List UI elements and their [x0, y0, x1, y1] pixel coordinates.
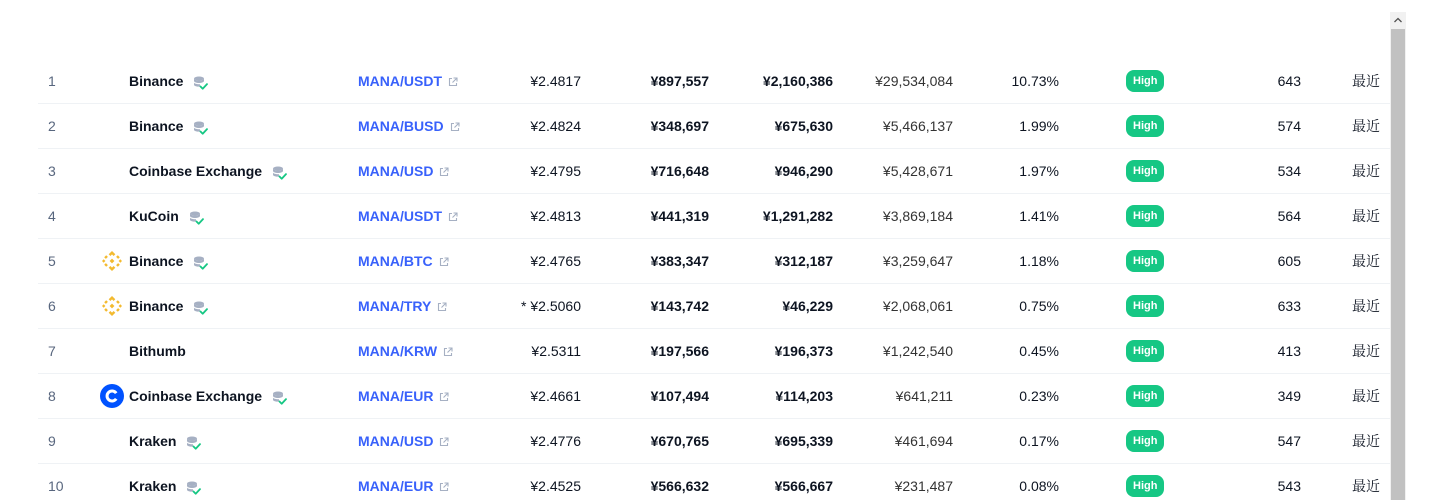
- depth-plus-2-cell: ¥143,742: [650, 298, 709, 314]
- rank-cell: 4: [48, 208, 56, 224]
- table-row[interactable]: [38, 239, 1390, 284]
- liquidity-cell: 413: [1277, 343, 1301, 359]
- verified-reserves-icon: [188, 210, 204, 226]
- exchange-logo: [100, 419, 124, 464]
- confidence-cell: [1126, 59, 1164, 104]
- liquidity-cell: 633: [1277, 298, 1301, 314]
- table-row[interactable]: [38, 194, 1390, 239]
- external-link-icon: [448, 212, 458, 222]
- exchange-name: Kraken: [129, 478, 177, 494]
- confidence-cell: [1126, 149, 1164, 194]
- verified-reserves-icon: [185, 435, 201, 451]
- verified-reserves-icon: [192, 75, 208, 91]
- confidence-badge: High: [1126, 115, 1164, 137]
- verified-reserves-icon: [271, 165, 287, 181]
- exchange-name-link[interactable]: [129, 194, 204, 239]
- depth-plus-2-cell: ¥566,632: [650, 478, 709, 494]
- pair-label: MANA/BTC: [358, 253, 433, 269]
- exchange-name: Binance: [129, 298, 184, 314]
- updated-cell: 最近: [1352, 163, 1380, 179]
- volume-cell: ¥5,466,137: [882, 118, 953, 134]
- updated-cell: 最近: [1352, 118, 1380, 134]
- confidence-cell: [1126, 194, 1164, 239]
- updated-cell: 最近: [1352, 298, 1380, 314]
- pair-label: MANA/KRW: [358, 343, 438, 359]
- pair-link[interactable]: [358, 419, 449, 464]
- volume-share-cell: 0.23%: [1019, 388, 1059, 404]
- price-cell: ¥2.5311: [531, 343, 581, 359]
- price-cell: * ¥2.5060: [521, 298, 581, 314]
- exchange-name: Binance: [129, 73, 184, 89]
- rank-cell: 2: [48, 118, 56, 134]
- volume-cell: ¥231,487: [894, 478, 953, 494]
- table-row[interactable]: [38, 374, 1390, 419]
- price-cell: ¥2.4525: [530, 478, 581, 494]
- pair-link[interactable]: [358, 149, 449, 194]
- depth-plus-2-cell: ¥383,347: [650, 253, 709, 269]
- scrollbar-thumb[interactable]: [1391, 29, 1405, 500]
- exchange-logo: [100, 194, 124, 239]
- binance-logo-icon: [100, 294, 124, 318]
- price-cell: ¥2.4824: [530, 118, 581, 134]
- volume-share-cell: 1.18%: [1019, 253, 1059, 269]
- liquidity-cell: 534: [1277, 163, 1301, 179]
- depth-minus-2-cell: ¥946,290: [774, 163, 833, 179]
- table-row[interactable]: [38, 149, 1390, 194]
- exchange-name: Coinbase Exchange: [129, 163, 263, 179]
- price-cell: ¥2.4813: [530, 208, 581, 224]
- volume-cell: ¥3,259,647: [882, 253, 953, 269]
- exchange-name: KuCoin: [129, 208, 179, 224]
- volume-share-cell: 1.97%: [1019, 163, 1059, 179]
- exchange-name-link[interactable]: [129, 419, 201, 464]
- confidence-cell: [1126, 464, 1164, 500]
- exchange-logo: [100, 149, 124, 194]
- depth-minus-2-cell: ¥695,339: [774, 433, 833, 449]
- exchange-logo: [100, 329, 124, 374]
- depth-plus-2-cell: ¥897,557: [650, 73, 709, 89]
- depth-minus-2-cell: ¥1,291,282: [762, 208, 833, 224]
- exchange-name: Kraken: [129, 433, 177, 449]
- liquidity-cell: 643: [1277, 73, 1301, 89]
- pair-label: MANA/USD: [358, 163, 434, 179]
- external-link-icon: [437, 302, 447, 312]
- rank-cell: 6: [48, 298, 56, 314]
- price-cell: ¥2.4795: [530, 163, 581, 179]
- volume-share-cell: 0.75%: [1019, 298, 1059, 314]
- depth-minus-2-cell: ¥312,187: [774, 253, 833, 269]
- updated-cell: 最近: [1352, 343, 1380, 359]
- verified-reserves-icon: [192, 120, 208, 136]
- pair-label: MANA/USDT: [358, 208, 442, 224]
- confidence-badge: High: [1126, 295, 1164, 317]
- liquidity-cell: 605: [1277, 253, 1301, 269]
- exchange-name-link[interactable]: [129, 284, 208, 329]
- updated-cell: 最近: [1352, 73, 1380, 89]
- liquidity-cell: 349: [1277, 388, 1301, 404]
- verified-reserves-icon: [271, 390, 287, 406]
- table-row[interactable]: [38, 419, 1390, 464]
- external-link-icon: [439, 437, 449, 447]
- table-row[interactable]: [38, 284, 1390, 329]
- binance-logo-icon: [100, 249, 124, 273]
- updated-cell: 最近: [1352, 433, 1380, 449]
- depth-minus-2-cell: ¥46,229: [782, 298, 833, 314]
- depth-plus-2-cell: ¥716,648: [650, 163, 709, 179]
- volume-cell: ¥461,694: [894, 433, 953, 449]
- price-cell: ¥2.4661: [530, 388, 581, 404]
- depth-minus-2-cell: ¥2,160,386: [762, 73, 833, 89]
- vertical-scrollbar[interactable]: [1390, 12, 1406, 500]
- exchange-name: Coinbase Exchange: [129, 388, 263, 404]
- exchange-name-link[interactable]: [129, 104, 208, 149]
- exchange-name: Bithumb: [129, 343, 186, 359]
- exchange-logo: [100, 374, 124, 419]
- table-row[interactable]: [38, 329, 1390, 374]
- markets-table: [38, 59, 1390, 500]
- depth-plus-2-cell: ¥107,494: [650, 388, 709, 404]
- confidence-cell: [1126, 239, 1164, 284]
- exchange-logo: [100, 59, 124, 104]
- confidence-cell: [1126, 419, 1164, 464]
- external-link-icon: [439, 392, 449, 402]
- external-link-icon: [439, 257, 449, 267]
- rank-cell: 7: [48, 343, 56, 359]
- coinbase-logo-icon: [100, 384, 124, 408]
- depth-minus-2-cell: ¥114,203: [775, 388, 833, 404]
- confidence-cell: [1126, 329, 1164, 374]
- updated-cell: 最近: [1352, 478, 1380, 494]
- external-link-icon: [439, 167, 449, 177]
- volume-share-cell: 0.17%: [1019, 433, 1059, 449]
- pair-link[interactable]: [358, 194, 458, 239]
- external-link-icon: [439, 482, 449, 492]
- confidence-badge: High: [1126, 160, 1164, 182]
- volume-cell: ¥29,534,084: [875, 73, 953, 89]
- volume-share-cell: 0.08%: [1019, 478, 1059, 494]
- volume-cell: ¥2,068,061: [882, 298, 953, 314]
- confidence-badge: High: [1126, 205, 1164, 227]
- table-row[interactable]: [38, 59, 1390, 104]
- confidence-badge: High: [1126, 475, 1164, 497]
- pair-label: MANA/USDT: [358, 73, 442, 89]
- liquidity-cell: 543: [1277, 478, 1301, 494]
- updated-cell: 最近: [1352, 208, 1380, 224]
- exchange-name-link[interactable]: [129, 59, 208, 104]
- price-cell: ¥2.4765: [530, 253, 581, 269]
- verified-reserves-icon: [185, 480, 201, 496]
- confidence-badge: High: [1126, 70, 1164, 92]
- pair-link[interactable]: [358, 104, 460, 149]
- liquidity-cell: 547: [1277, 433, 1301, 449]
- exchange-name: Binance: [129, 118, 184, 134]
- rank-cell: 8: [48, 388, 56, 404]
- chevron-up-icon: [1390, 12, 1406, 29]
- pair-link[interactable]: [358, 374, 449, 419]
- rank-cell: 9: [48, 433, 56, 449]
- confidence-badge: High: [1126, 250, 1164, 272]
- confidence-badge: High: [1126, 385, 1164, 407]
- liquidity-cell: 564: [1277, 208, 1301, 224]
- depth-minus-2-cell: ¥566,667: [774, 478, 833, 494]
- rank-cell: 10: [48, 478, 64, 494]
- verified-reserves-icon: [192, 300, 208, 316]
- updated-cell: 最近: [1352, 253, 1380, 269]
- pair-link[interactable]: [358, 284, 447, 329]
- depth-plus-2-cell: ¥197,566: [650, 343, 709, 359]
- exchange-name-link[interactable]: [129, 329, 186, 374]
- pair-link[interactable]: [358, 464, 449, 500]
- exchange-logo: [100, 104, 124, 149]
- verified-reserves-icon: [192, 255, 208, 271]
- volume-cell: ¥5,428,671: [882, 163, 953, 179]
- pair-link[interactable]: [358, 59, 458, 104]
- price-cell: ¥2.4776: [530, 433, 581, 449]
- volume-share-cell: 10.73%: [1011, 73, 1059, 89]
- confidence-cell: [1126, 374, 1164, 419]
- exchange-name: Binance: [129, 253, 184, 269]
- exchange-name-link[interactable]: [129, 374, 287, 419]
- exchange-name-link[interactable]: [129, 464, 201, 500]
- pair-link[interactable]: [358, 239, 449, 284]
- table-row[interactable]: [38, 104, 1390, 149]
- exchange-name-link[interactable]: [129, 239, 208, 284]
- confidence-badge: High: [1126, 340, 1164, 362]
- scroll-up-button[interactable]: [1390, 12, 1406, 29]
- exchange-logo: [100, 464, 124, 500]
- confidence-badge: High: [1126, 430, 1164, 452]
- volume-share-cell: 1.99%: [1019, 118, 1059, 134]
- confidence-cell: [1126, 104, 1164, 149]
- volume-cell: ¥641,211: [895, 388, 953, 404]
- pair-label: MANA/EUR: [358, 388, 434, 404]
- updated-cell: 最近: [1352, 388, 1380, 404]
- price-cell: ¥2.4817: [530, 73, 581, 89]
- volume-share-cell: 1.41%: [1019, 208, 1059, 224]
- table-row[interactable]: [38, 464, 1390, 500]
- exchange-logo: [100, 284, 124, 329]
- depth-plus-2-cell: ¥348,697: [650, 118, 709, 134]
- pair-link[interactable]: [358, 329, 453, 374]
- rank-cell: 5: [48, 253, 56, 269]
- rank-cell: 3: [48, 163, 56, 179]
- volume-share-cell: 0.45%: [1019, 343, 1059, 359]
- depth-minus-2-cell: ¥675,630: [774, 118, 833, 134]
- liquidity-cell: 574: [1277, 118, 1301, 134]
- rank-cell: 1: [48, 73, 56, 89]
- external-link-icon: [443, 347, 453, 357]
- depth-plus-2-cell: ¥670,765: [650, 433, 709, 449]
- external-link-icon: [450, 122, 460, 132]
- depth-plus-2-cell: ¥441,319: [650, 208, 709, 224]
- pair-label: MANA/TRY: [358, 298, 432, 314]
- pair-label: MANA/EUR: [358, 478, 434, 494]
- external-link-icon: [448, 77, 458, 87]
- exchange-name-link[interactable]: [129, 149, 287, 194]
- pair-label: MANA/BUSD: [358, 118, 444, 134]
- volume-cell: ¥3,869,184: [882, 208, 953, 224]
- depth-minus-2-cell: ¥196,373: [774, 343, 833, 359]
- confidence-cell: [1126, 284, 1164, 329]
- exchange-logo: [100, 239, 124, 284]
- volume-cell: ¥1,242,540: [882, 343, 953, 359]
- pair-label: MANA/USD: [358, 433, 434, 449]
